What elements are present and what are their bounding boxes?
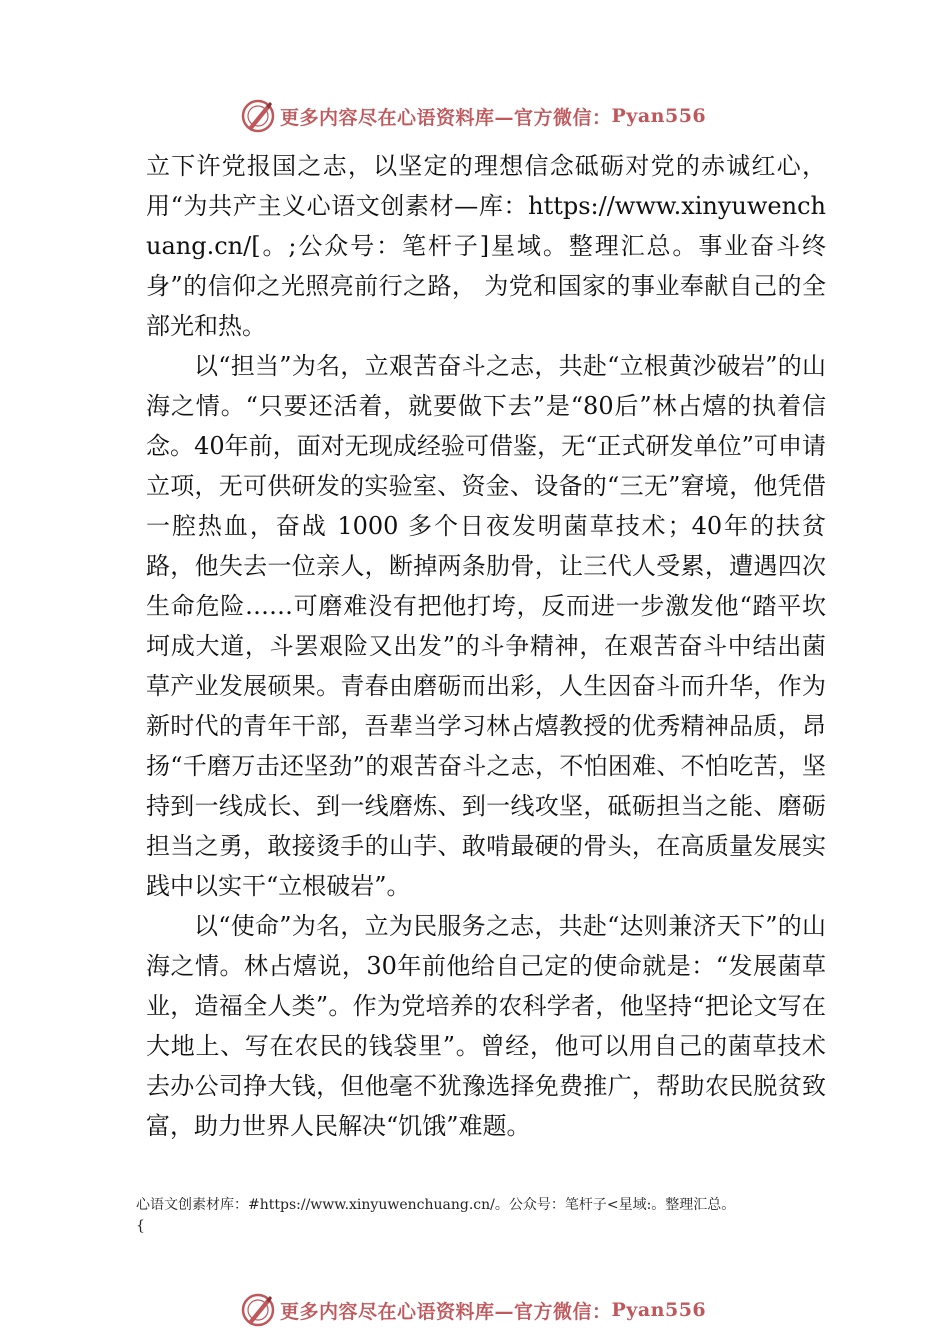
footer-note: 心语文创素材库：#https://www.xinyuwenchuang.cn/。公众号：笔杆子<星域:。整理汇总。 xyxy=(136,1197,736,1213)
header-banner xyxy=(0,94,950,138)
banner-wechat-id: Pyan556 xyxy=(611,105,707,127)
paragraph-2: 以“担当”为名，立艰苦奋斗之志，共赴“立根黄沙破岩”的山海之情。“只要还活着，就要做下去”是“80后”林占熺的执着信念。40年前，面对无现成经验可借鉴，无“正式研发单位”可申请立项，无可供研发的实验室、资金、设备的“三无”窘境，他凭借一腔热血，奋战 1000 多个日夜发明菌草技术；40年的扶贫路，他失去一位亲人，断掉两条肋骨，让三代人受累，遭遇四次生命危险……可磨难没有把他打垮，反而进一步激发他“踏平坎坷成大道，斗罢艰险又出发”的斗争精神，在艰苦奋斗中结出菌草产业发展硕果。青春由磨砺而出彩，人生因奋斗而升华，作为新时代的青年干部，吾辈当学习林占熺教授的优秀精神品质，昂扬“千磨万击还坚劲”的艰苦奋斗之志，不怕困难、不怕吃苦，坚持到一线成长、到一线磨炼、到一线攻坚，砥砺担当之能、磨砺担当之勇，敢接烫手的山芋、敢啃最硬的骨头，在高质量发展实践中以实干“立根破岩”。 xyxy=(146,352,826,900)
pen-logo-icon xyxy=(240,98,276,134)
paragraph-1: 立下许党报国之志，以坚定的理想信念砥砺对党的赤诚红心，用“为共产主义心语文创素材—库：https://www.xinyuwenchuang.cn/[。;公众号：笔杆子]星域。整理汇总。事业奋斗终身”的信仰之光照亮前行之路， 为党和国家的事业奉献自己的全部光和热。 xyxy=(146,152,826,340)
footer-brace: { xyxy=(136,1218,145,1234)
pen-logo-icon xyxy=(240,1292,276,1328)
article-body xyxy=(146,146,826,1146)
banner-wechat-id: Pyan556 xyxy=(611,1299,707,1321)
footer-banner xyxy=(0,1288,950,1332)
banner-text: 更多内容尽在心语资料库—官方微信： xyxy=(280,106,612,129)
banner-text: 更多内容尽在心语资料库—官方微信： xyxy=(280,1300,612,1323)
paragraph-3: 以“使命”为名，立为民服务之志，共赴“达则兼济天下”的山海之情。林占熺说，30年前他给自己定的使命就是：“发展菌草业，造福全人类”。作为党培养的农科学者，他坚持“把论文写在大地上、写在农民的钱袋里”。曾经，他可以用自己的菌草技术去办公司挣大钱，但他毫不犹豫选择免费推广，帮助农民脱贫致富，助力世界人民解决“饥饿”难题。 xyxy=(146,912,826,1140)
